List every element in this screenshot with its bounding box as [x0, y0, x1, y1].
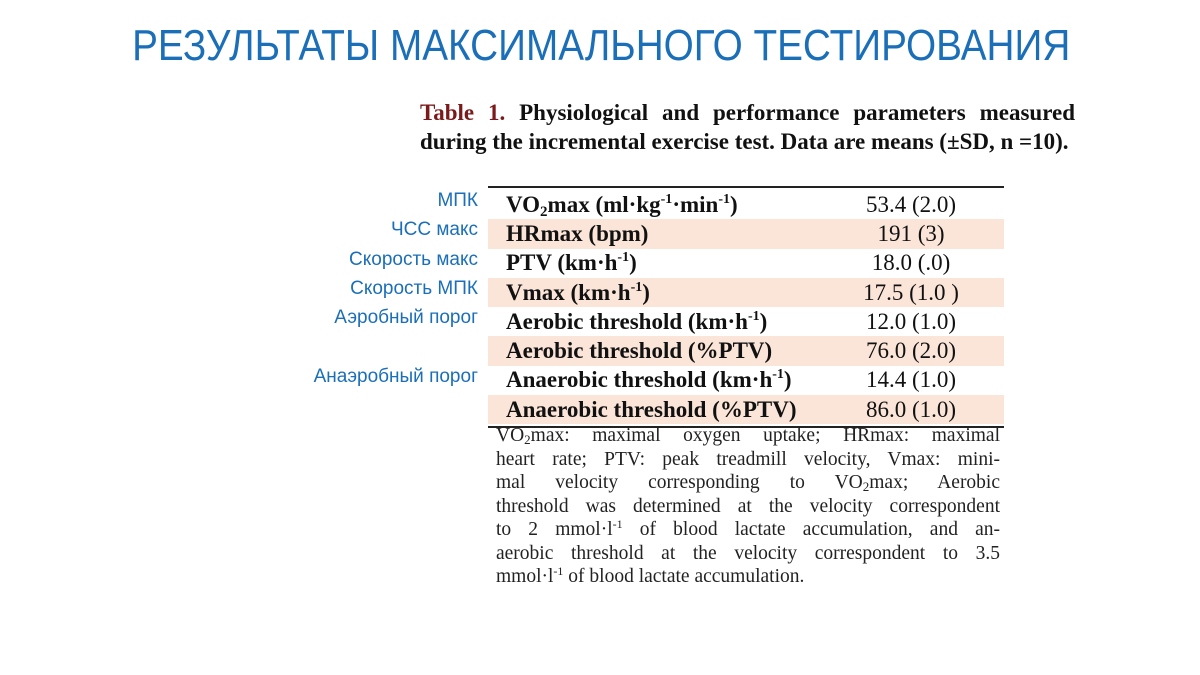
footnote-line: threshold was determined at the velocity correspondent — [496, 495, 1000, 517]
param-cell: Anaerobic threshold (%PTV) — [506, 396, 797, 422]
ru-label-ptv: Скорость макс — [349, 248, 478, 270]
value-cell: 191 (3) — [877, 220, 945, 246]
ru-label-vmax: Скорость МПК — [350, 277, 478, 299]
footnote-line: aerobic threshold at the velocity correspondent to 3.5 — [496, 542, 1000, 564]
param-cell: Aerobic threshold (%PTV) — [506, 338, 773, 364]
value-cell: 12.0 (1.0) — [865, 308, 957, 334]
ru-label-empty — [250, 332, 478, 361]
footnote-line: to 2 $mmol\cdot l^{-1}$ of blood lactate accumulation, and an- — [496, 517, 1000, 540]
table-caption — [420, 98, 1075, 156]
slide-title: РЕЗУЛЬТАТЫ МАКСИМАЛЬНОГО ТЕСТИРОВАНИЯ — [132, 21, 1071, 70]
ru-label-anaerobic-threshold: Анаэробный порог — [313, 365, 478, 387]
russian-row-labels — [250, 186, 478, 420]
footnote-line: heart rate; PTV: peak treadmill velocity, Vmax: mini- — [496, 448, 1000, 470]
table-caption-label: Table 1. — [420, 100, 506, 125]
footnote-line: $mmol\cdot l^{-1}$ of blood lactate accumulation. — [496, 564, 805, 587]
ru-label-vo2max: МПК — [437, 190, 478, 211]
table-row — [488, 336, 1004, 365]
value-cell: 18.0 (.0) — [871, 250, 951, 276]
value-cell: 14.4 (1.0) — [865, 367, 957, 393]
table-top-rule — [488, 186, 1004, 188]
parameters-table — [488, 186, 1004, 428]
table-row — [488, 278, 1004, 307]
table-caption-text: Physiological and performance parameters measured during the incremental exercise test. Data are means (±SD, n =10). — [420, 100, 1075, 154]
param-cell: Aerobic threshold $(km\cdot h^{-1})$ — [506, 308, 768, 334]
table-row — [488, 395, 1004, 424]
footnote-line: mal velocity corresponding to $VO_2\max$; Aerobic — [496, 472, 1001, 494]
param-cell: PTV $(km\cdot h^{-1})$ — [506, 250, 637, 276]
table-row — [488, 190, 1004, 219]
table-footnote — [496, 424, 1000, 589]
table-row — [488, 249, 1004, 278]
ru-label-aerobic-threshold: Аэробный порог — [334, 307, 478, 329]
param-cell: HRmax (bpm) — [506, 220, 649, 246]
table-row — [488, 366, 1004, 395]
value-cell: 76.0 (2.0) — [865, 338, 957, 364]
param-cell: Anaerobic threshold $(km\cdot h^{-1})$ — [506, 367, 792, 393]
ru-label-hrmax: ЧСС макс — [390, 219, 478, 241]
table-row — [488, 219, 1004, 248]
param-cell: $VO_2\max$ $(ml\cdot kg^{-1}\cdot\min^{-1})$ — [506, 191, 738, 220]
value-cell: 86.0 (1.0) — [865, 396, 957, 422]
value-cell: 17.5 (1.0 ) — [863, 279, 959, 305]
footnote-line: $VO_2\max$: maximal oxygen uptake; HRmax: maximal — [496, 425, 1000, 447]
table-row — [488, 307, 1004, 336]
param-cell: Vmax $(km\cdot h^{-1})$ — [506, 279, 650, 305]
ru-label-empty — [250, 391, 478, 420]
value-cell: 53.4 (2.0) — [865, 191, 957, 217]
